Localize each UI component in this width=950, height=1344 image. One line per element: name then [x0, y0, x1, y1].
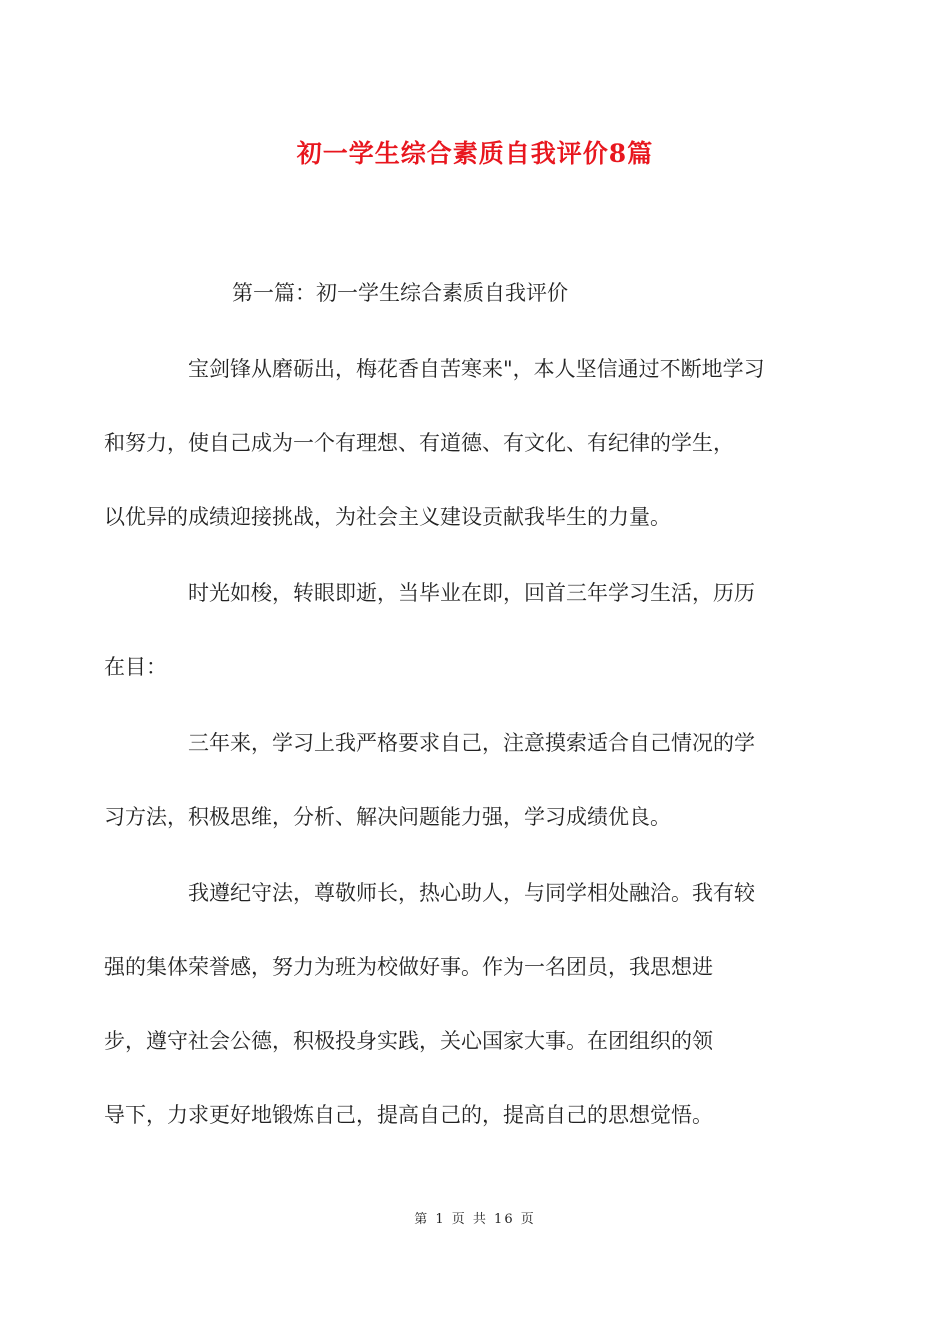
paragraph-line: 习方法，积极思维，分析、解决问题能力强，学习成绩优良。 [104, 805, 671, 829]
document-title: 初一学生综合素质自我评价8篇 [296, 139, 654, 168]
paragraph-3 [104, 725, 816, 836]
document-body [104, 275, 816, 1173]
paragraph-line: 三年来，学习上我严格要求自己，注意摸索适合自己情况的学 [188, 731, 755, 755]
paragraph-line: 宝剑锋从磨砺出，梅花香自苦寒来"，本人坚信通过不断地学习 [188, 357, 765, 381]
paragraph-line: 我遵纪守法，尊敬师长，热心助人，与同学相处融洽。我有较 [188, 881, 755, 905]
page-number-footer: 第 1 页 共 16 页 [414, 1212, 536, 1227]
paragraph-line: 时光如梭，转眼即逝，当毕业在即，回首三年学习生活，历历 [188, 581, 755, 605]
paragraph-line: 步，遵守社会公德，积极投身实践，关心国家大事。在团组织的领 [104, 1029, 713, 1053]
paragraph-line: 和努力，使自己成为一个有理想、有道德、有文化、有纪律的学生， [104, 431, 734, 455]
paragraph-line: 导下，力求更好地锻炼自己，提高自己的，提高自己的思想觉悟。 [104, 1103, 713, 1127]
paragraph-2 [104, 575, 816, 686]
paragraph-line: 在目： [104, 655, 167, 679]
paragraph-line: 以优异的成绩迎接挑战，为社会主义建设贡献我毕生的力量。 [104, 505, 671, 529]
paragraph-4 [104, 875, 816, 1134]
paragraph-1 [104, 351, 816, 536]
section-heading: 第一篇：初一学生综合素质自我评价 [232, 281, 568, 305]
paragraph-line: 强的集体荣誉感，努力为班为校做好事。作为一名团员，我思想进 [104, 955, 713, 979]
